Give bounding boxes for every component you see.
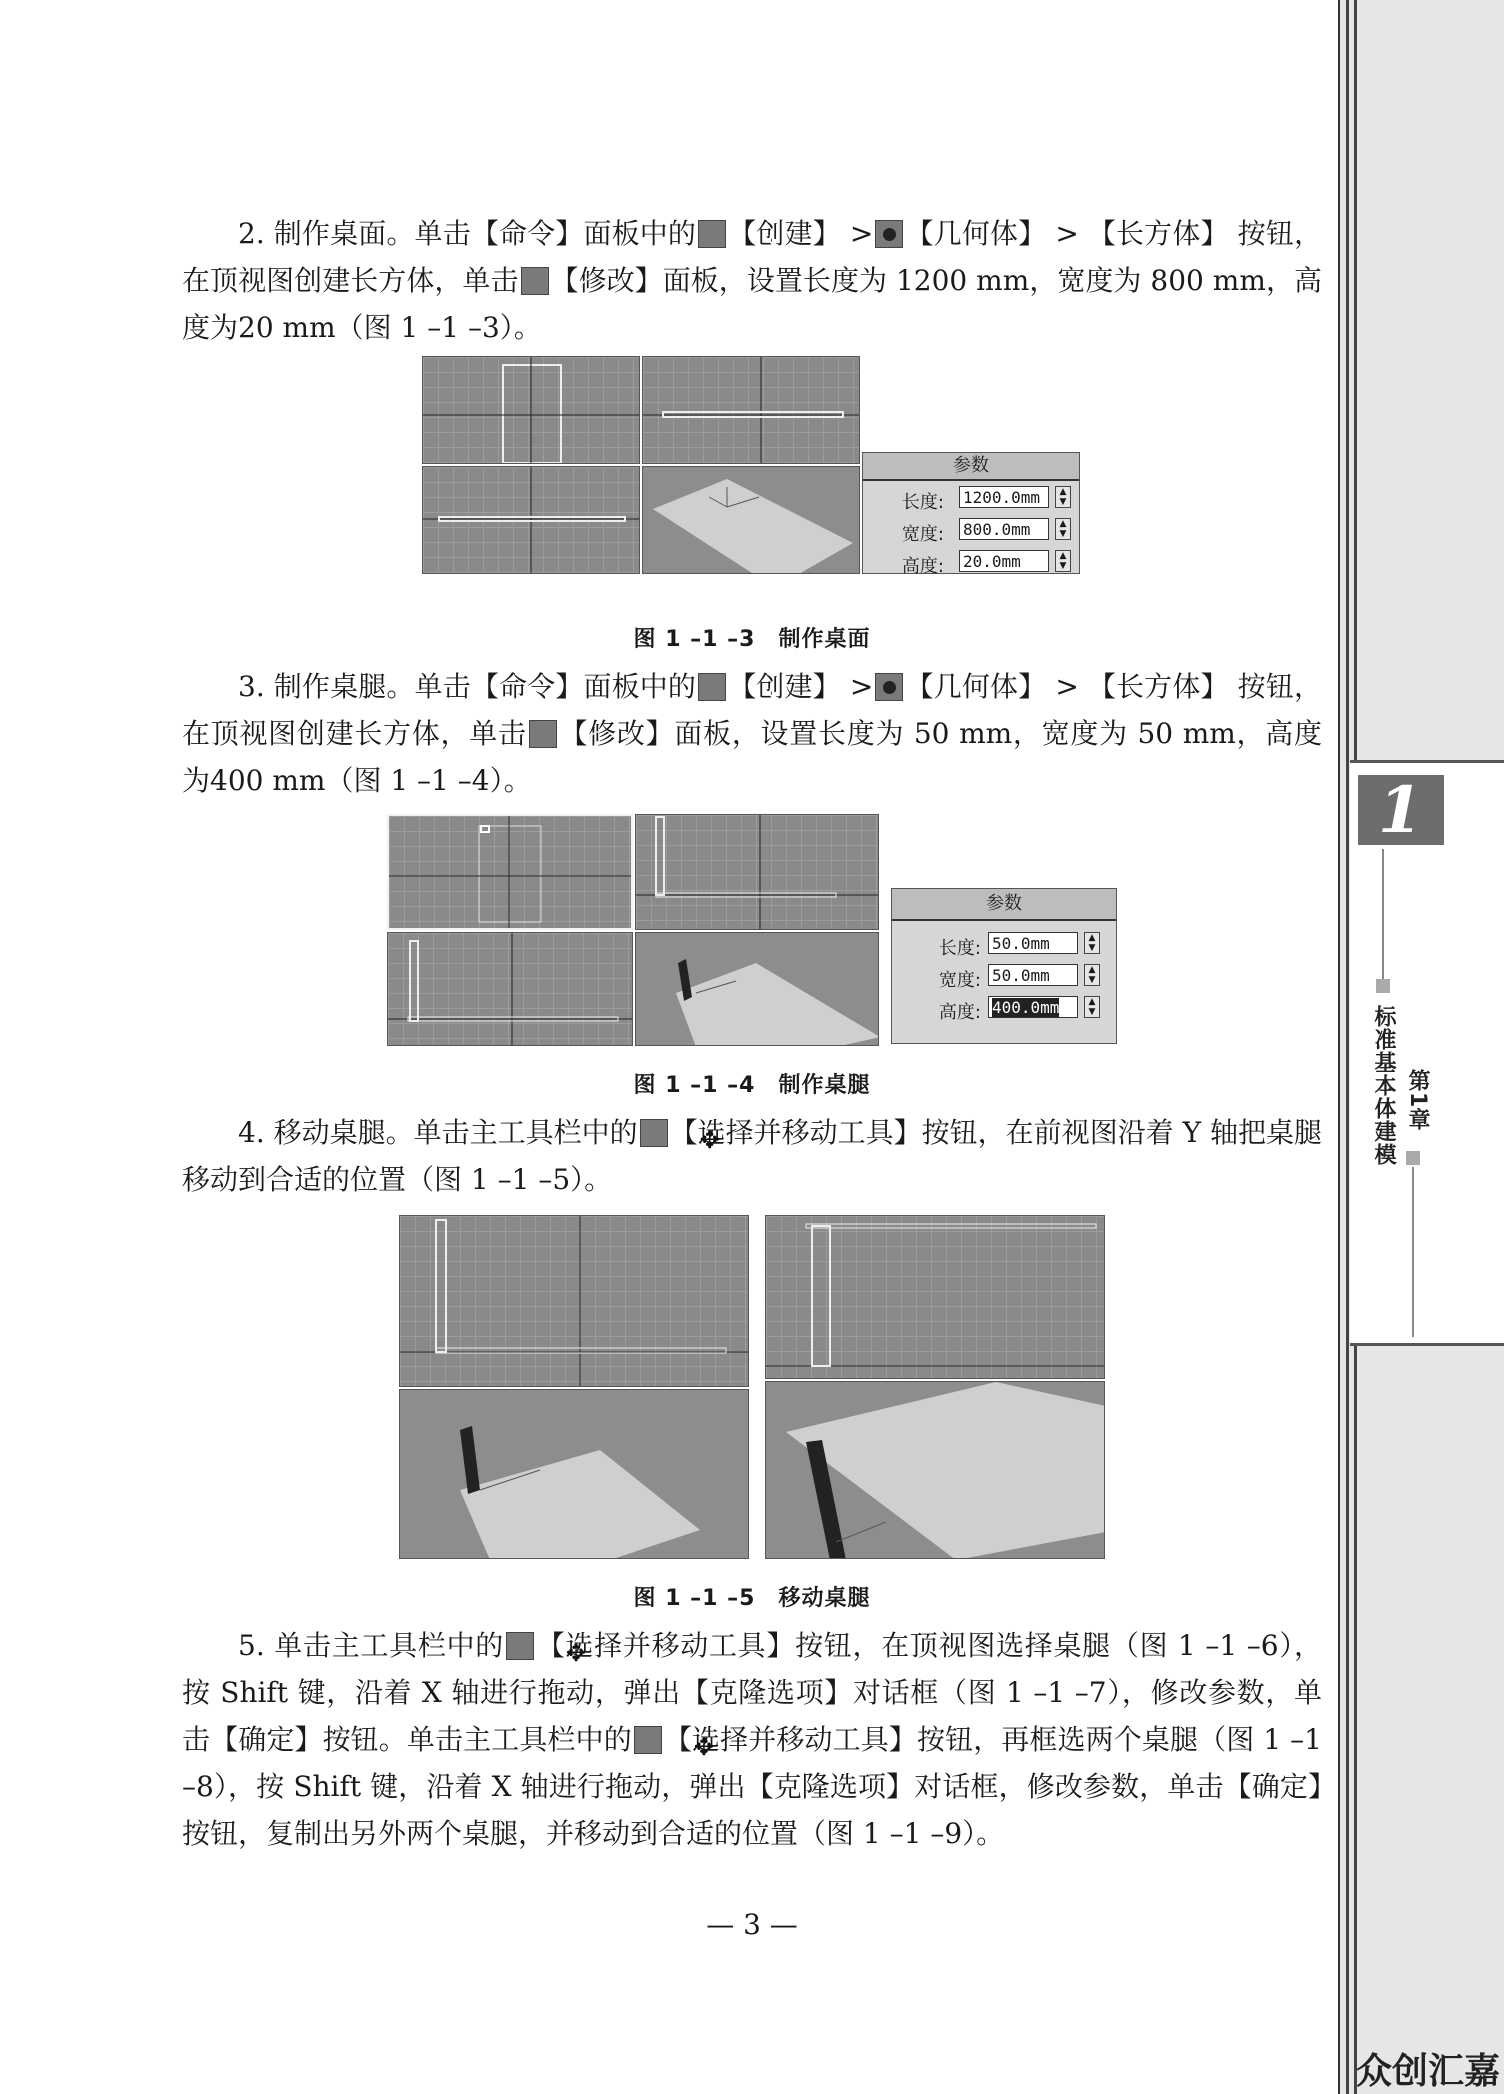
length-label: 长度: [938,938,981,959]
para-text: 【选择并移动工具】按钮，在顶视图选择桌腿（图 1 –1 –6），按 Shift 键，沿着 X 轴进行拖动，弹出【克隆选项】对话框（图 1 –1 –7），修改参数，单击【确定】按钮。单击主工具栏中的 [182,1629,1322,1756]
divider-line [1412,1167,1414,1337]
figure-caption: 图 1 –1 –3 制作桌面 [633,627,871,652]
paragraph-step-4 [182,1109,1322,1203]
paragraph-step-5 [182,1622,1322,1857]
geometry-sphere-icon [875,220,903,248]
width-input[interactable]: 800.0mm [959,518,1049,540]
paragraph-step-3 [182,663,1322,804]
divider-line [1382,849,1384,979]
para-text: 【创建】 > [728,217,874,250]
width-label: 宽度: [938,970,981,991]
watermark: 众创汇嘉 [1355,2051,1500,2092]
height-spinner[interactable]: ▲ ▼ [1084,996,1100,1018]
height-input[interactable]: 20.0mm [959,550,1049,572]
length-input[interactable]: 50.0mm [988,932,1078,954]
parameters-panel [891,888,1117,1044]
left-viewport [422,466,640,574]
parameters-title: 参数 [892,889,1116,921]
param-row-width [892,959,1116,991]
length-spinner[interactable]: ▲ ▼ [1055,486,1071,508]
perspective-viewport [635,932,879,1046]
select-and-move-icon [640,1119,668,1147]
length-label: 长度: [901,492,944,513]
select-and-move-icon [634,1726,662,1754]
top-viewport [422,356,640,464]
sidebar-rail [1346,0,1349,2094]
left-viewport [387,932,633,1046]
chapter-sidebar [1338,0,1504,2094]
param-row-length [863,481,1079,513]
para-text: 【几何体】 > 【长方体】 按钮，在顶视图创建长方体，单击 [182,217,1322,297]
para-text: 【选择并移动工具】按钮，再框选两个桌腿（图 1 –1 –8），按 Shift 键，沿着 X 轴进行拖动，弹出【克隆选项】对话框，修改参数，单击【确定】按钮，复制出另外两个桌腿，并移动到合适的位置（图 1 –1 –9）。 [182,1723,1322,1850]
param-row-height [892,991,1116,1023]
create-tab-icon [698,220,726,248]
figure-caption: 图 1 –1 –4 制作桌腿 [633,1073,871,1098]
modify-tab-icon [521,267,549,295]
chapter-number: 1 [1378,773,1423,848]
para-text: 3. 制作桌腿。单击【命令】面板中的 [238,670,697,703]
chapter-panel [1350,760,1504,1346]
modify-tab-icon [529,720,557,748]
create-tab-icon [698,673,726,701]
param-row-length [892,927,1116,959]
figure-caption: 图 1 –1 –5 移动桌腿 [633,1586,871,1611]
perspective-viewport-leg [399,1389,749,1559]
para-text: 【修改】面板，设置长度为 50 mm，宽度为 50 mm，高度为400 mm（图 1 –1 –4）。 [182,717,1322,797]
length-spinner[interactable]: ▲ ▼ [1084,932,1100,954]
front-viewport [642,356,860,464]
paragraph-step-2 [182,210,1322,351]
front-viewport-detail [399,1215,749,1387]
param-row-width [863,513,1079,545]
select-and-move-icon [506,1632,534,1660]
para-text: 2. 制作桌面。单击【命令】面板中的 [238,217,697,250]
height-label: 高度: [901,556,944,577]
para-text: 【选择并移动工具】按钮，在前视图沿着 Y 轴把桌腿移动到合适的位置（图 1 –1 –5）。 [182,1116,1322,1196]
para-text: 5. 单击主工具栏中的 [238,1629,504,1662]
geometry-sphere-icon [875,673,903,701]
width-spinner[interactable]: ▲ ▼ [1084,964,1100,986]
top-viewport [387,814,633,930]
para-text: 4. 移动桌腿。单击主工具栏中的 [238,1116,638,1149]
page-number: — 3 — [706,1908,798,1941]
para-text: 【创建】 > [728,670,874,703]
page-body [182,210,1322,1857]
figure-1-1-4 [387,814,1117,1046]
top-viewport-detail [765,1215,1105,1379]
width-input[interactable]: 50.0mm [988,964,1078,986]
square-marker [1376,979,1390,993]
chapter-title: 标准基本体建模 [1371,1005,1396,1166]
perspective-viewport-table [765,1381,1105,1559]
figure-1-1-5 [399,1215,1105,1559]
height-input[interactable]: 400.0mm [988,996,1078,1018]
length-input[interactable]: 1200.0mm [959,486,1049,508]
parameters-panel [862,452,1080,577]
chapter-label: 第1章 [1405,1069,1430,1132]
param-row-height [863,545,1079,577]
front-viewport [635,814,879,930]
height-label: 高度: [938,1002,981,1023]
parameters-title: 参数 [863,453,1079,481]
para-text: 【修改】面板，设置长度为 1200 mm，宽度为 800 mm，高度为20 mm（图 1 –1 –3）。 [182,264,1322,344]
width-spinner[interactable]: ▲ ▼ [1055,518,1071,540]
chapter-number-box [1358,773,1444,848]
figure-1-1-3 [422,356,1082,600]
square-marker [1406,1151,1420,1165]
perspective-viewport [642,466,860,574]
width-label: 宽度: [901,524,944,545]
para-text: 【几何体】 > 【长方体】 按钮，在顶视图创建长方体，单击 [182,670,1322,750]
height-spinner[interactable]: ▲ ▼ [1055,550,1071,572]
